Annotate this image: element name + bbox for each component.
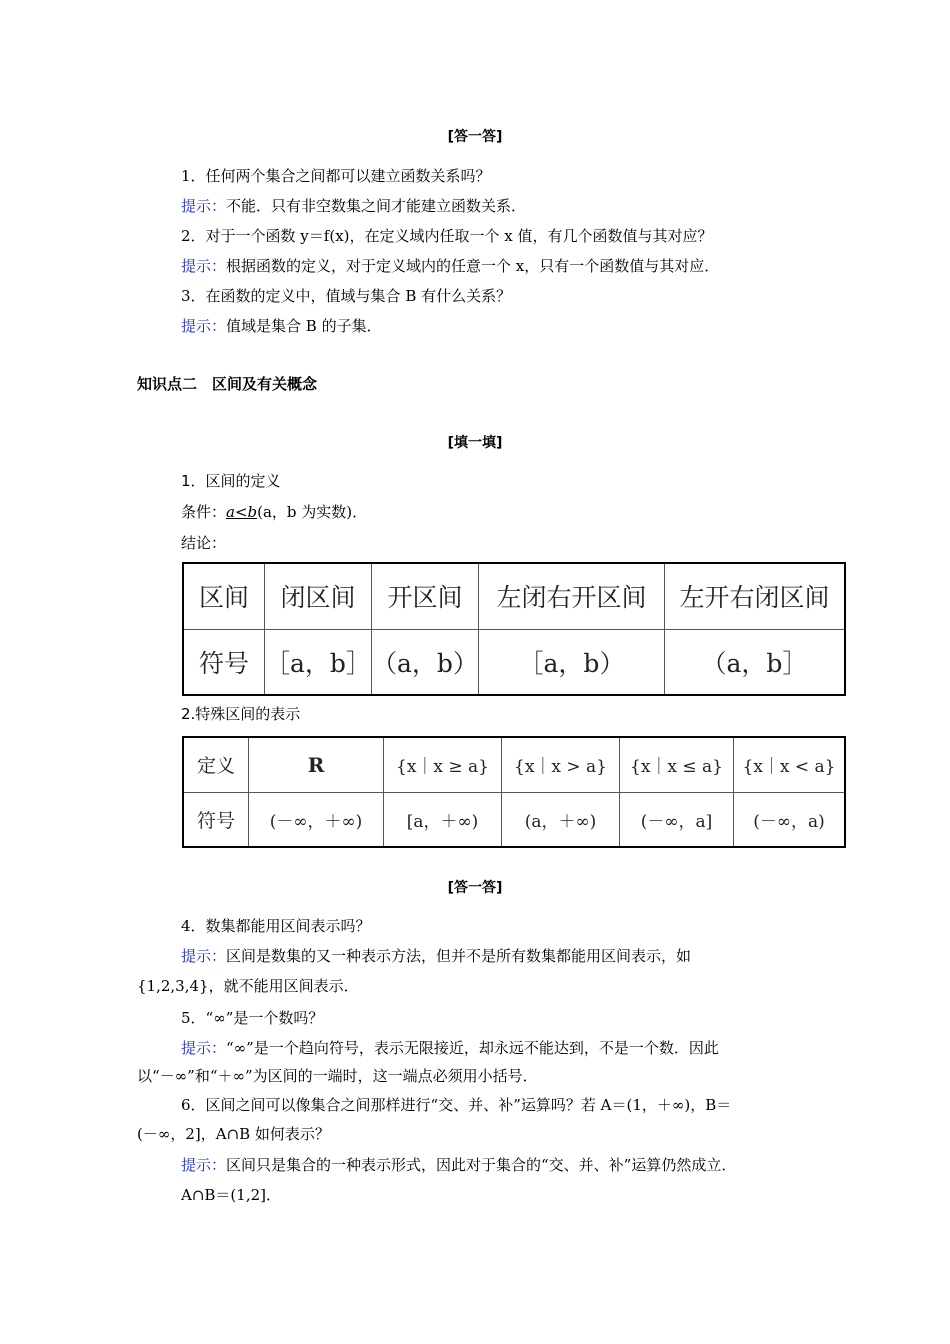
interval-definition-title: 1．区间的定义 [181,472,281,490]
row-label-cell: 符号 [183,629,265,695]
hint-5-line-1 [181,1038,719,1058]
symbol-cell: （a，b］ [665,629,846,695]
hint-label: 提示： [181,1039,227,1057]
symbol-cell: [a，＋∞) [384,792,502,847]
hint-text: 不能．只有非空数集之间才能建立函数关系． [226,197,527,215]
symbol-cell: ［a，b） [479,629,665,695]
hint-6-line-1 [181,1155,736,1175]
special-intervals-title: 2.特殊区间的表示 [181,705,301,723]
header-cell: 闭区间 [265,563,372,629]
special-interval-table [182,736,846,848]
question-2: 2．对于一个函数 y＝f(x)，在定义域内任取一个 x 值，有几个函数值与其对应？ [181,227,713,245]
header-cell: 定义 [183,737,249,792]
question-4: 4．数集都能用区间表示吗？ [181,917,371,935]
hint-text: 区间只是集合的一种表示形式，因此对于集合的“交、并、补”运算仍然成立． [226,1156,737,1174]
header-cell: {x｜x < a} [734,737,846,792]
hint-text: 区间是数集的又一种表示方法，但并不是所有数集都能用区间表示，如 [226,947,692,965]
qa-heading: [答一答] [447,880,503,896]
symbol-cell: (－∞，a] [620,792,734,847]
hint-5-line-2: 以“－∞”和“＋∞”为区间的一端时，这一端点必须用小括号． [137,1067,538,1085]
section-title: 知识点二 区间及有关概念 [137,375,318,393]
header-cell: 左开右闭区间 [665,563,846,629]
hint-3 [181,316,382,336]
hint-4-line-1 [181,946,691,966]
header-cell: {x｜x ≥ a} [384,737,502,792]
question-6-line-2: (－∞，2]，A∩B 如何表示？ [137,1125,330,1143]
symbol-cell: （a，b） [372,629,479,695]
symbol-cell: ［a，b］ [265,629,372,695]
condition-label: 条件： [181,503,227,521]
hint-label: 提示： [181,257,227,275]
hint-1 [181,196,526,216]
conclusion-label: 结论： [181,534,227,552]
condition-line [181,502,367,522]
header-cell: {x｜x > a} [502,737,620,792]
hint-2 [181,256,719,276]
question-6-line-1: 6．区间之间可以像集合之间那样进行“交、并、补”运算吗？若 A＝(1，＋∞)，B＝ [181,1096,732,1114]
symbol-cell: (－∞，＋∞) [249,792,384,847]
hint-text: 根据函数的定义，对于定义域内的任意一个 x，只有一个函数值与其对应． [226,257,720,275]
hint-text: 值域是集合 B 的子集． [226,317,382,335]
hint-label: 提示： [181,197,227,215]
row-label-cell: 符号 [183,792,249,847]
hint-label: 提示： [181,1156,227,1174]
header-cell: R [249,737,384,792]
question-5: 5．“∞”是一个数吗？ [181,1009,324,1027]
header-cell: {x｜x ≤ a} [620,737,734,792]
qa-heading: [答一答] [447,129,503,145]
condition-inequality: a<b [226,503,258,521]
hint-6-line-2: A∩B＝(1,2]． [181,1186,281,1204]
hint-label: 提示： [181,947,227,965]
header-cell: 开区间 [372,563,479,629]
fill-heading: [填一填] [447,435,503,451]
hint-label: 提示： [181,317,227,335]
interval-table [182,562,846,696]
condition-rest: (a，b 为实数)． [257,503,368,521]
hint-text: “∞”是一个趋向符号，表示无限接近，却永远不能达到，不是一个数．因此 [226,1039,719,1057]
question-3: 3．在函数的定义中，值域与集合 B 有什么关系？ [181,287,512,305]
header-cell: 区间 [183,563,265,629]
question-1: 1．任何两个集合之间都可以建立函数关系吗？ [181,167,491,185]
symbol-cell: (a，＋∞) [502,792,620,847]
hint-4-line-2: {1,2,3,4}，就不能用区间表示． [137,977,359,995]
symbol-cell: (－∞，a) [734,792,846,847]
header-cell: 左闭右开区间 [479,563,665,629]
